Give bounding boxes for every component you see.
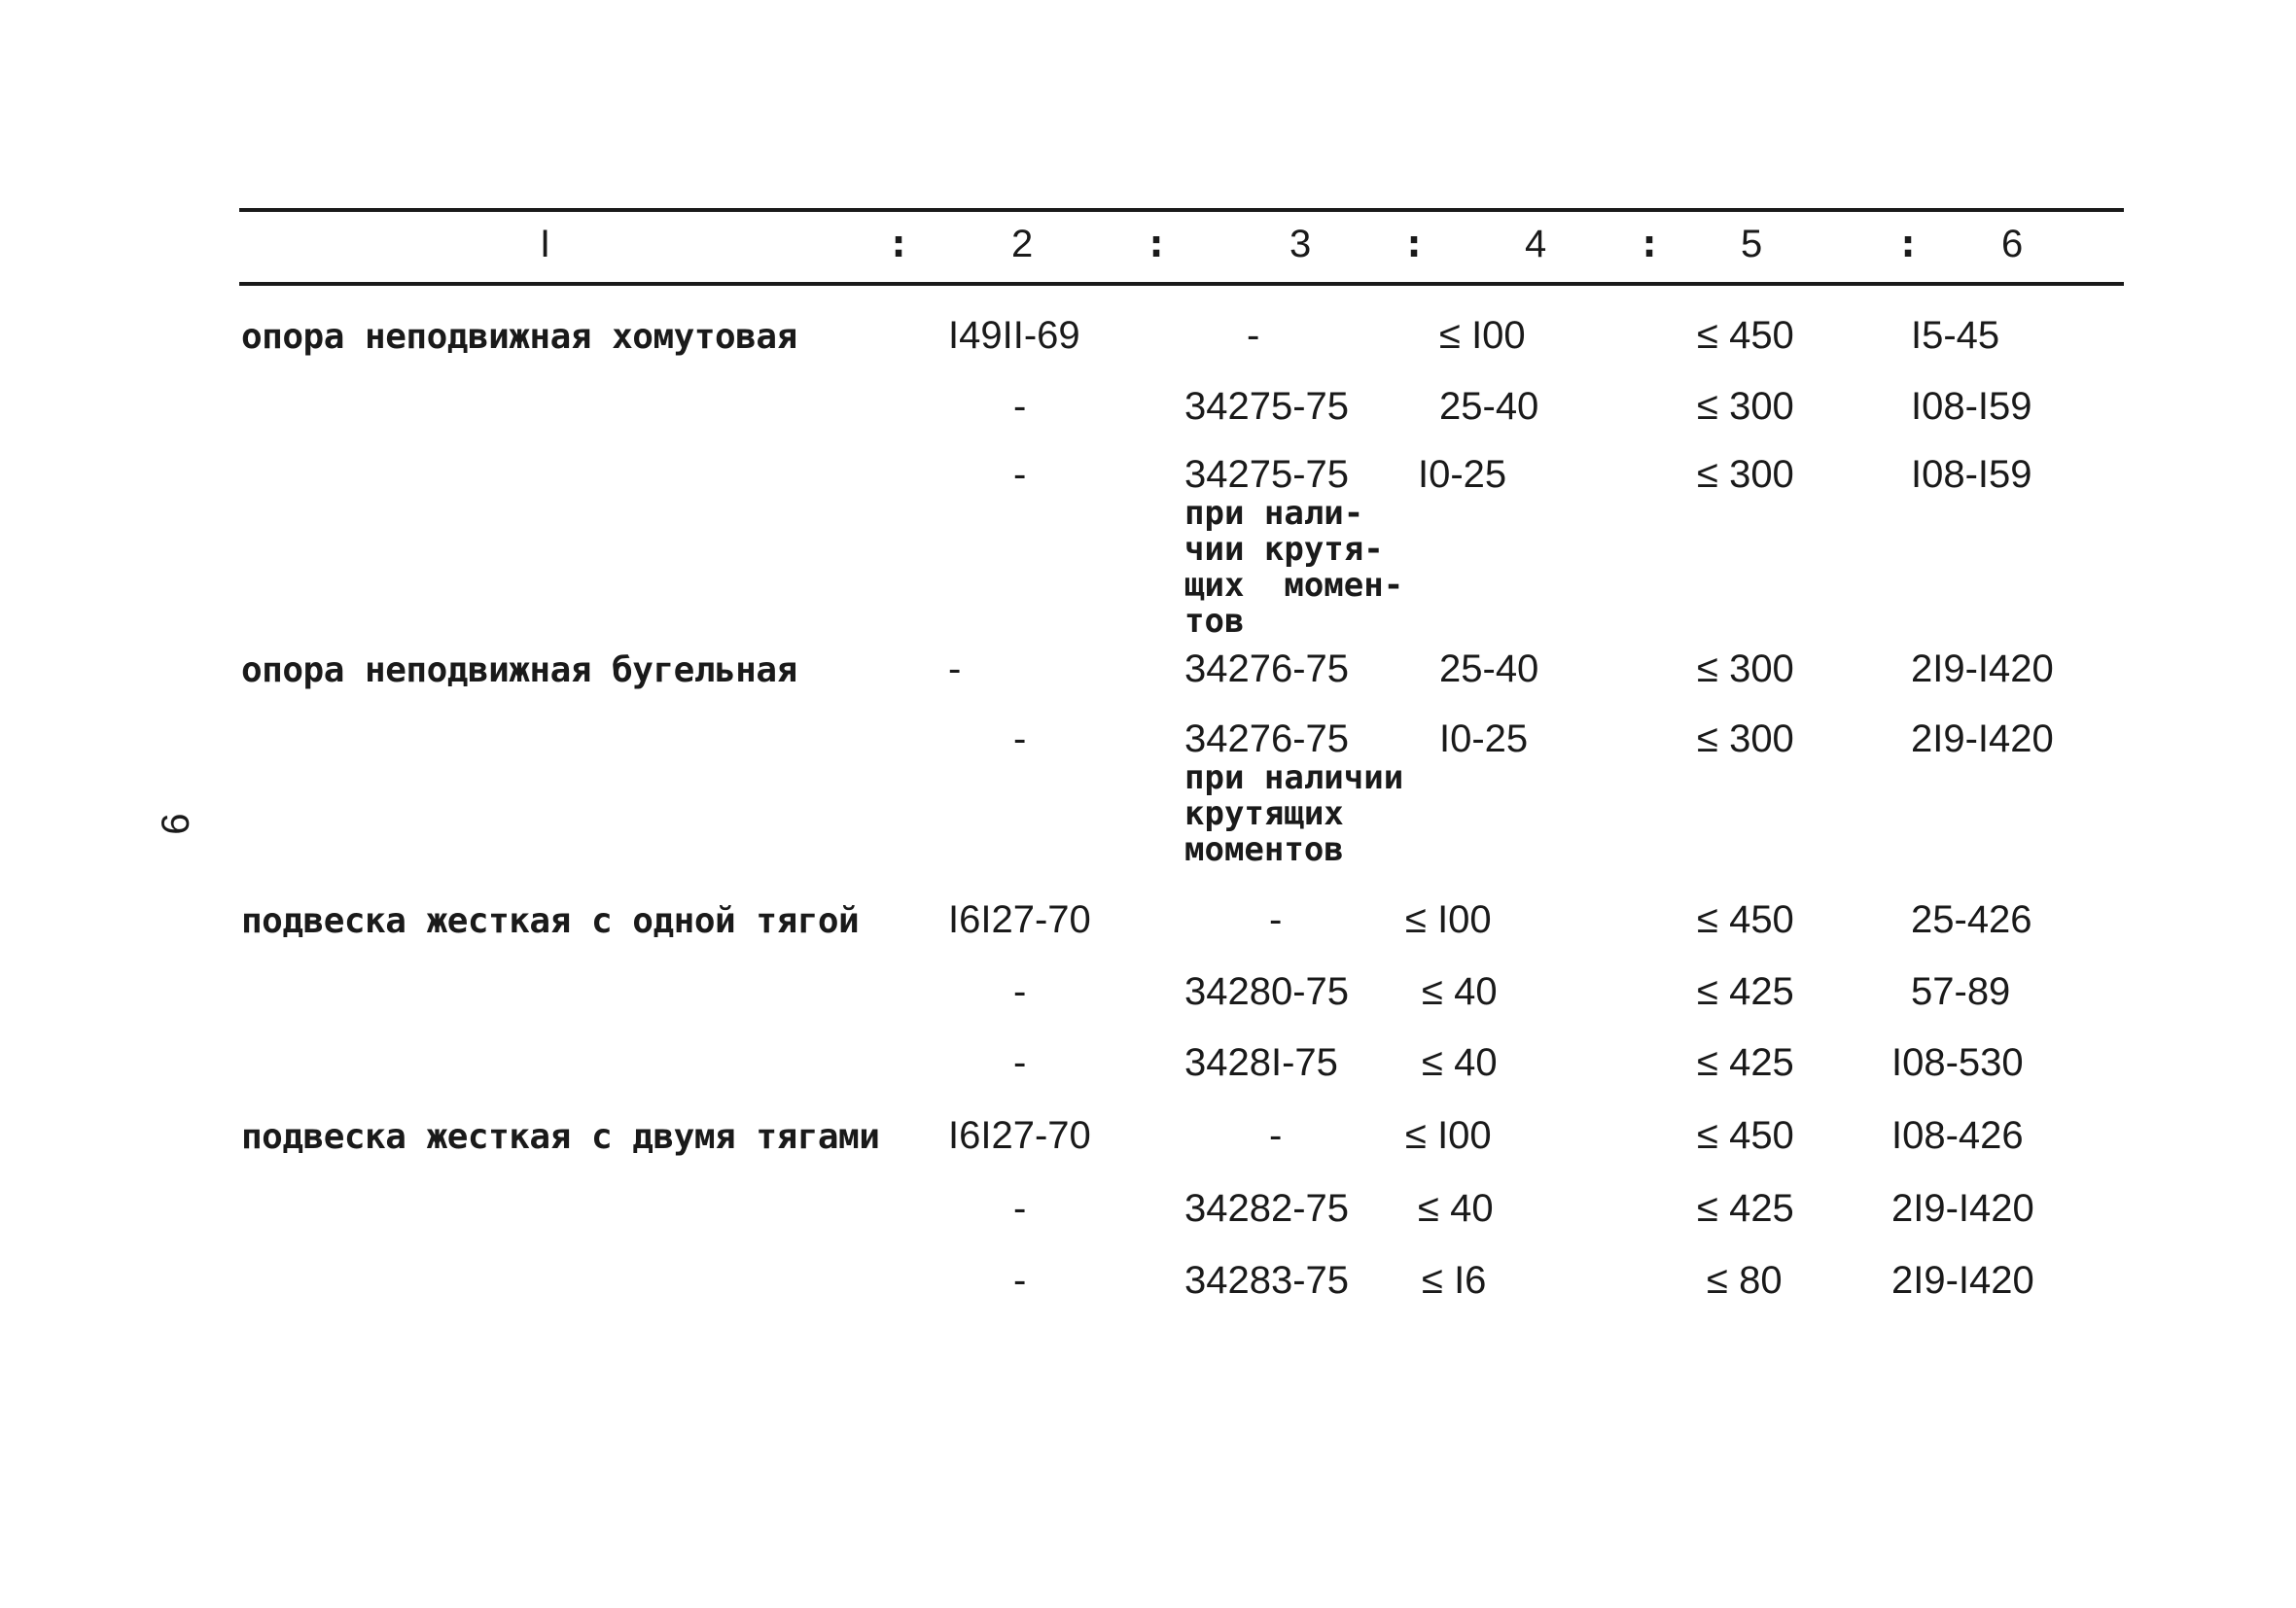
row-standard: - bbox=[1013, 717, 1027, 760]
row-temperature: ≤ 300 bbox=[1697, 385, 1794, 428]
row-catalog: 3428I-75 bbox=[1184, 1041, 1338, 1084]
row-temperature: ≤ 425 bbox=[1697, 970, 1794, 1013]
row-catalog: 34275-75 bbox=[1184, 385, 1350, 428]
header-separator: : bbox=[1638, 222, 1662, 266]
row-item-name: подвеска жесткая с двумя тягами bbox=[241, 1117, 880, 1157]
row-catalog: 34280-75 bbox=[1184, 970, 1350, 1013]
row-standard: - bbox=[1013, 1259, 1027, 1302]
row-temperature: ≤ 300 bbox=[1697, 453, 1794, 496]
row-pressure: 25-40 bbox=[1439, 385, 1539, 428]
row-item-name: подвеска жесткая с одной тягой bbox=[241, 901, 860, 941]
row-catalog: 34275-75 bbox=[1184, 453, 1350, 496]
row-temperature: ≤ 425 bbox=[1697, 1187, 1794, 1230]
row-item-name: опора неподвижная хомутовая bbox=[241, 317, 797, 357]
table-top-rule bbox=[239, 208, 2124, 212]
row-diameter: 2I9-I420 bbox=[1911, 647, 2054, 690]
row-catalog: 34276-75 bbox=[1184, 647, 1350, 690]
row-standard: I49II-69 bbox=[948, 314, 1080, 357]
row-diameter: I08-530 bbox=[1891, 1041, 2024, 1084]
row-standard: - bbox=[1013, 1187, 1027, 1230]
row-temperature: ≤ 450 bbox=[1697, 1114, 1794, 1157]
row-standard: - bbox=[1013, 970, 1027, 1013]
row-pressure: 25-40 bbox=[1439, 647, 1539, 690]
row-standard: - bbox=[1013, 453, 1027, 496]
row-standard: - bbox=[1013, 385, 1027, 428]
page-number: 9 bbox=[153, 813, 196, 835]
row-temperature: ≤ 80 bbox=[1707, 1259, 1783, 1302]
row-pressure: ≤ I00 bbox=[1405, 1114, 1492, 1157]
row-catalog: 34283-75 bbox=[1184, 1259, 1350, 1302]
row-pressure: I0-25 bbox=[1439, 717, 1529, 760]
row-catalog: - bbox=[1269, 898, 1283, 941]
row-standard: - bbox=[948, 647, 962, 690]
header-col5: 5 bbox=[1741, 223, 1763, 265]
row-pressure: ≤ I6 bbox=[1422, 1259, 1487, 1302]
row-temperature: ≤ 450 bbox=[1697, 898, 1794, 941]
row-catalog: 34282-75 bbox=[1184, 1187, 1350, 1230]
header-separator: : bbox=[1896, 222, 1921, 266]
header-separator: : bbox=[887, 222, 911, 266]
row-pressure: ≤ 40 bbox=[1422, 1041, 1498, 1084]
row-diameter: 57-89 bbox=[1911, 970, 2011, 1013]
row-standard: I6I27-70 bbox=[948, 1114, 1091, 1157]
header-col1: I bbox=[540, 223, 551, 265]
row-pressure: ≤ 40 bbox=[1418, 1187, 1494, 1230]
row-diameter: I08-I59 bbox=[1911, 385, 2032, 428]
header-col4: 4 bbox=[1525, 223, 1547, 265]
header-col2: 2 bbox=[1011, 223, 1034, 265]
row-temperature: ≤ 300 bbox=[1697, 717, 1794, 760]
table-header-rule bbox=[239, 282, 2124, 286]
row-pressure: I0-25 bbox=[1418, 453, 1507, 496]
row-diameter: I5-45 bbox=[1911, 314, 2000, 357]
row-item-name: опора неподвижная бугельная bbox=[241, 650, 797, 690]
header-separator: : bbox=[1145, 222, 1169, 266]
row-catalog: 34276-75 bbox=[1184, 717, 1350, 760]
row-temperature: ≤ 425 bbox=[1697, 1041, 1794, 1084]
row-catalog: - bbox=[1247, 314, 1260, 357]
row-standard: I6I27-70 bbox=[948, 898, 1091, 941]
row-standard: - bbox=[1013, 1041, 1027, 1084]
row-catalog-note: при нали- чии крутя- щих момен- тов bbox=[1184, 494, 1404, 641]
row-diameter: I08-426 bbox=[1891, 1114, 2024, 1157]
row-diameter: 2I9-I420 bbox=[1911, 717, 2054, 760]
row-diameter: 2I9-I420 bbox=[1891, 1259, 2034, 1302]
row-catalog-note: при наличии крутящих моментов bbox=[1184, 758, 1404, 869]
header-col3: 3 bbox=[1289, 223, 1312, 265]
row-pressure: ≤ 40 bbox=[1422, 970, 1498, 1013]
row-pressure: ≤ I00 bbox=[1439, 314, 1526, 357]
row-temperature: ≤ 450 bbox=[1697, 314, 1794, 357]
row-diameter: 2I9-I420 bbox=[1891, 1187, 2034, 1230]
row-catalog: - bbox=[1269, 1114, 1283, 1157]
row-diameter: I08-I59 bbox=[1911, 453, 2032, 496]
header-col6: 6 bbox=[2001, 223, 2024, 265]
row-pressure: ≤ I00 bbox=[1405, 898, 1492, 941]
row-temperature: ≤ 300 bbox=[1697, 647, 1794, 690]
row-diameter: 25-426 bbox=[1911, 898, 2032, 941]
header-separator: : bbox=[1402, 222, 1427, 266]
